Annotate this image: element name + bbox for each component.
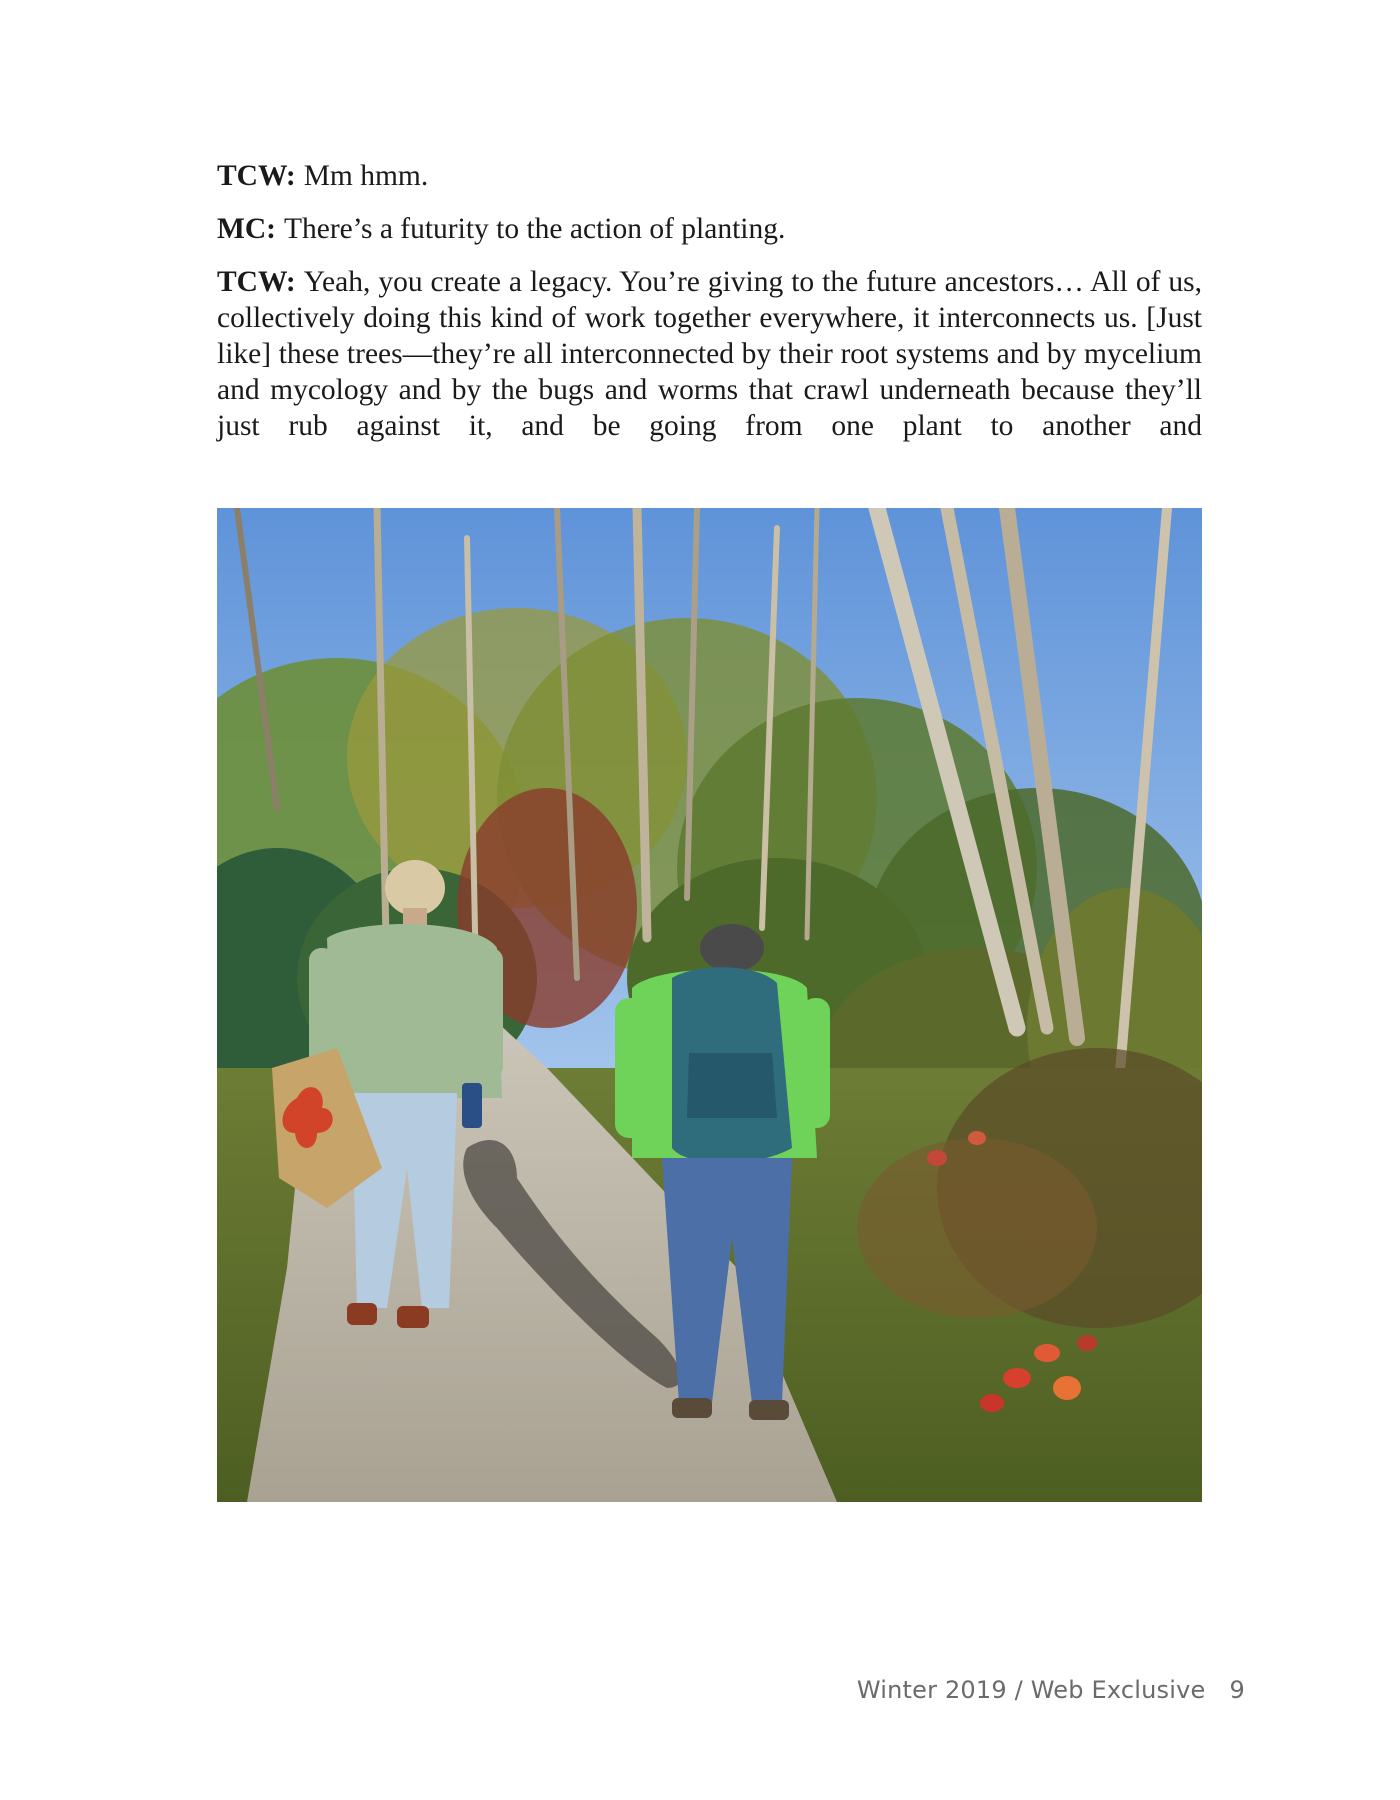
issue-label: Winter 2019 / Web Exclusive	[856, 1676, 1206, 1704]
speaker-label: MC:	[217, 213, 276, 245]
page-footer	[857, 1676, 1245, 1704]
speaker-label: TCW:	[217, 160, 296, 192]
line-text: Mm hmm.	[303, 160, 429, 192]
interview-line	[217, 264, 1202, 444]
speaker-label: TCW:	[217, 266, 296, 298]
interview-text	[217, 158, 1202, 461]
interview-line	[217, 211, 1202, 247]
page-number: 9	[1229, 1676, 1245, 1704]
line-text: Yeah, you create a legacy. You’re giving to the future ancestors… All of us, collectively doing this kind of work together everywhere, it interconnects us. [Just like] these trees—they’re all interconnected by their root systems and by mycelium and mycology and by the bugs and worms that crawl underneath because they’ll just rub against it, and be going from one plant to another and	[217, 266, 1202, 442]
line-text: There’s a futurity to the action of planting.	[283, 213, 786, 245]
interview-line	[217, 158, 1202, 194]
photo-illustration	[217, 508, 1202, 1502]
forest-trail-photo	[217, 508, 1202, 1502]
